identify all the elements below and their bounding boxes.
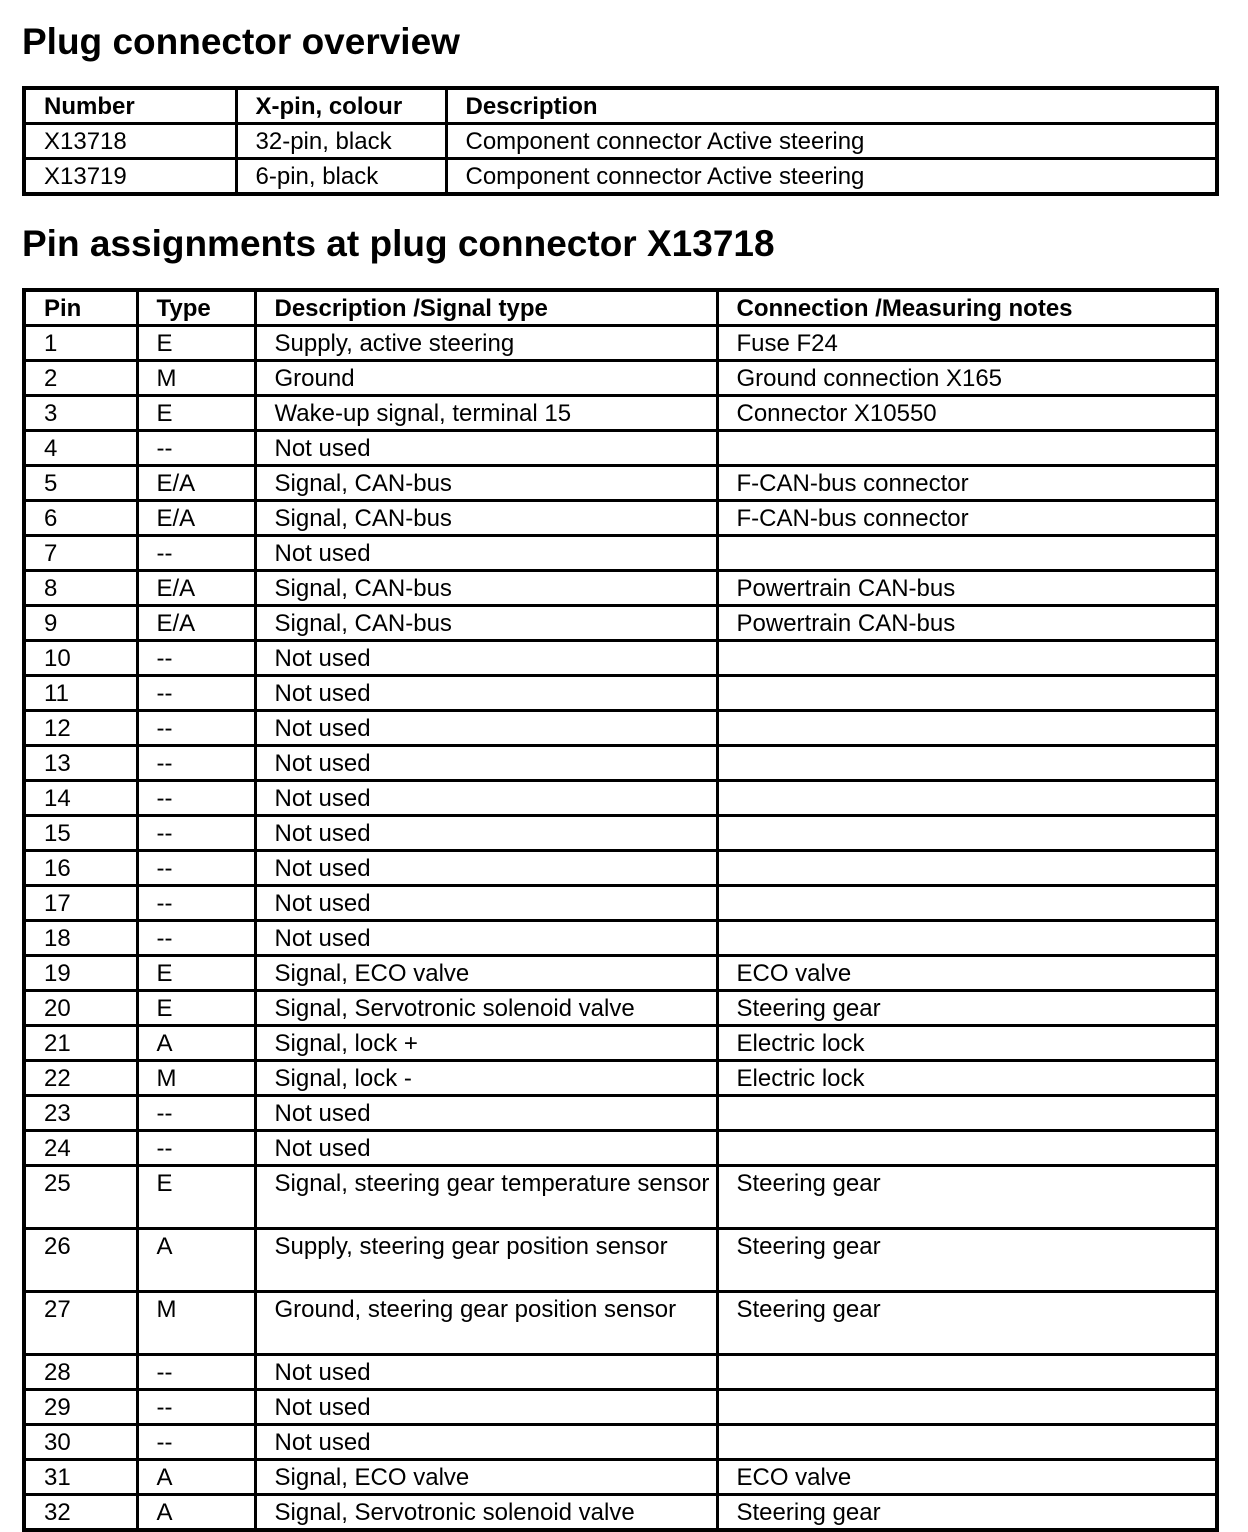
table-row [24,851,1217,886]
table-row [24,396,1217,431]
cell-signal-description: Not used [255,1096,717,1131]
cell-signal-description: Not used [255,1131,717,1166]
cell-signal-description: Signal, CAN-bus [255,501,717,536]
cell-signal-description: Not used [255,816,717,851]
table-header-row [24,290,1217,326]
cell-connection-notes: Steering gear [717,1292,1217,1355]
cell-pin: 12 [24,711,137,746]
cell-signal-description: Wake-up signal, terminal 15 [255,396,717,431]
cell-pin: 16 [24,851,137,886]
table-row [24,571,1217,606]
pin-assignments-title: Pin assignments at plug connector X13718 [22,223,775,264]
cell-signal-description: Signal, Servotronic solenoid valve [255,1495,717,1531]
cell-signal-description: Supply, active steering [255,326,717,361]
table-row [24,124,1217,159]
cell-pin: 30 [24,1425,137,1460]
cell-connection-notes: Electric lock [717,1026,1217,1061]
cell-connection-notes: Powertrain CAN-bus [717,606,1217,641]
cell-connection-notes: Steering gear [717,1229,1217,1292]
cell-connection-notes [717,1390,1217,1425]
cell-type: M [137,1061,255,1096]
cell-type: -- [137,1096,255,1131]
cell-connection-notes [717,1355,1217,1390]
cell-pin: 7 [24,536,137,571]
cell-signal-description: Not used [255,676,717,711]
connector-overview-table [22,86,1219,196]
table-row [24,361,1217,396]
table-row [24,676,1217,711]
table-row [24,1026,1217,1061]
table-row [24,711,1217,746]
cell-pin: 22 [24,1061,137,1096]
column-header-type: Type [137,290,255,326]
cell-signal-description: Not used [255,1355,717,1390]
cell-signal-description: Ground [255,361,717,396]
overview-title: Plug connector overview [22,21,460,62]
cell-pin: 11 [24,676,137,711]
cell-type: E [137,326,255,361]
cell-pin: 14 [24,781,137,816]
table-header-row [24,88,1217,124]
cell-pin: 1 [24,326,137,361]
table-row [24,606,1217,641]
cell-pin: 5 [24,466,137,501]
cell-connection-notes [717,781,1217,816]
cell-type: E [137,396,255,431]
cell-connection-notes: Steering gear [717,1495,1217,1531]
table-row [24,816,1217,851]
table-row [24,1390,1217,1425]
cell-type: -- [137,1425,255,1460]
cell-signal-description: Supply, steering gear position sensor [255,1229,717,1292]
cell-type: A [137,1229,255,1292]
cell-type: E/A [137,501,255,536]
cell-number: X13719 [24,159,236,195]
cell-pin: 21 [24,1026,137,1061]
cell-connection-notes [717,851,1217,886]
cell-type: -- [137,641,255,676]
table-row [24,326,1217,361]
cell-connection-notes: Powertrain CAN-bus [717,571,1217,606]
cell-type: -- [137,431,255,466]
pin-assignments-table [22,288,1219,1532]
cell-type: -- [137,921,255,956]
cell-signal-description: Signal, ECO valve [255,956,717,991]
table-row [24,431,1217,466]
table-row [24,466,1217,501]
table-row [24,159,1217,195]
cell-pin: 20 [24,991,137,1026]
cell-type: -- [137,816,255,851]
cell-signal-description: Signal, CAN-bus [255,571,717,606]
cell-type: A [137,1495,255,1531]
cell-type: -- [137,886,255,921]
cell-signal-description: Not used [255,536,717,571]
cell-connection-notes [717,711,1217,746]
table-row [24,1131,1217,1166]
table-row [24,921,1217,956]
table-row [24,991,1217,1026]
cell-connection-notes [717,676,1217,711]
cell-pin: 6 [24,501,137,536]
cell-connection-notes [717,1131,1217,1166]
cell-type: E [137,1166,255,1229]
cell-type: M [137,361,255,396]
cell-description: Component connector Active steering [446,159,1217,195]
cell-pin: 8 [24,571,137,606]
cell-signal-description: Not used [255,641,717,676]
cell-type: E [137,991,255,1026]
cell-signal-description: Signal, Servotronic solenoid valve [255,991,717,1026]
table-row [24,1355,1217,1390]
table-row [24,886,1217,921]
cell-connection-notes [717,921,1217,956]
cell-pin: 23 [24,1096,137,1131]
cell-type: -- [137,1131,255,1166]
cell-signal-description: Signal, ECO valve [255,1460,717,1495]
cell-type: -- [137,676,255,711]
cell-connection-notes: Ground connection X165 [717,361,1217,396]
cell-type: -- [137,711,255,746]
table-row [24,1495,1217,1531]
column-header-connection-notes: Connection /Measuring notes [717,290,1217,326]
cell-pin: 17 [24,886,137,921]
cell-signal-description: Not used [255,921,717,956]
cell-signal-description: Not used [255,1390,717,1425]
cell-signal-description: Not used [255,711,717,746]
cell-signal-description: Signal, CAN-bus [255,606,717,641]
cell-connection-notes [717,641,1217,676]
cell-type: -- [137,746,255,781]
cell-type: -- [137,781,255,816]
table-row [24,746,1217,781]
cell-connection-notes [717,1096,1217,1131]
cell-pin: 25 [24,1166,137,1229]
cell-connection-notes [717,536,1217,571]
cell-signal-description: Not used [255,886,717,921]
cell-connection-notes: Steering gear [717,1166,1217,1229]
cell-signal-description: Signal, lock - [255,1061,717,1096]
cell-signal-description: Not used [255,431,717,466]
cell-type: A [137,1460,255,1495]
table-row [24,641,1217,676]
cell-connection-notes [717,886,1217,921]
cell-connection-notes: F-CAN-bus connector [717,501,1217,536]
cell-number: X13718 [24,124,236,159]
cell-type: -- [137,1355,255,1390]
table-row [24,781,1217,816]
cell-signal-description: Signal, steering gear temperature sensor [255,1166,717,1229]
table-row [24,1425,1217,1460]
cell-pin: 3 [24,396,137,431]
column-header-number: Number [24,88,236,124]
cell-pin: 10 [24,641,137,676]
cell-connection-notes [717,746,1217,781]
cell-type: E/A [137,606,255,641]
cell-pin: 4 [24,431,137,466]
cell-connection-notes: Fuse F24 [717,326,1217,361]
cell-connection-notes: Steering gear [717,991,1217,1026]
cell-type: -- [137,851,255,886]
cell-connection-notes: Connector X10550 [717,396,1217,431]
cell-xpin-colour: 32-pin, black [236,124,446,159]
cell-connection-notes: ECO valve [717,956,1217,991]
cell-signal-description: Not used [255,746,717,781]
cell-signal-description: Not used [255,851,717,886]
cell-pin: 15 [24,816,137,851]
table-row [24,1061,1217,1096]
cell-pin: 27 [24,1292,137,1355]
cell-pin: 19 [24,956,137,991]
cell-connection-notes [717,816,1217,851]
table-row [24,1229,1217,1292]
table-row [24,1460,1217,1495]
cell-signal-description: Signal, CAN-bus [255,466,717,501]
column-header-xpin-colour: X-pin, colour [236,88,446,124]
cell-pin: 31 [24,1460,137,1495]
cell-pin: 32 [24,1495,137,1531]
cell-type: -- [137,1390,255,1425]
cell-type: E [137,956,255,991]
cell-signal-description: Signal, lock + [255,1026,717,1061]
cell-pin: 9 [24,606,137,641]
cell-connection-notes [717,1425,1217,1460]
cell-pin: 29 [24,1390,137,1425]
cell-pin: 24 [24,1131,137,1166]
cell-pin: 2 [24,361,137,396]
cell-type: A [137,1026,255,1061]
table-row [24,1292,1217,1355]
cell-type: M [137,1292,255,1355]
cell-connection-notes [717,431,1217,466]
cell-connection-notes: ECO valve [717,1460,1217,1495]
column-header-pin: Pin [24,290,137,326]
table-row [24,536,1217,571]
column-header-description: Description [446,88,1217,124]
cell-pin: 18 [24,921,137,956]
table-row [24,956,1217,991]
cell-connection-notes: F-CAN-bus connector [717,466,1217,501]
cell-pin: 26 [24,1229,137,1292]
cell-pin: 13 [24,746,137,781]
cell-connection-notes: Electric lock [717,1061,1217,1096]
table-row [24,1096,1217,1131]
cell-signal-description: Not used [255,1425,717,1460]
cell-type: -- [137,536,255,571]
cell-signal-description: Ground, steering gear position sensor [255,1292,717,1355]
cell-description: Component connector Active steering [446,124,1217,159]
cell-xpin-colour: 6-pin, black [236,159,446,195]
cell-type: E/A [137,571,255,606]
column-header-signal-description: Description /Signal type [255,290,717,326]
cell-pin: 28 [24,1355,137,1390]
table-row [24,501,1217,536]
cell-signal-description: Not used [255,781,717,816]
table-row [24,1166,1217,1229]
cell-type: E/A [137,466,255,501]
